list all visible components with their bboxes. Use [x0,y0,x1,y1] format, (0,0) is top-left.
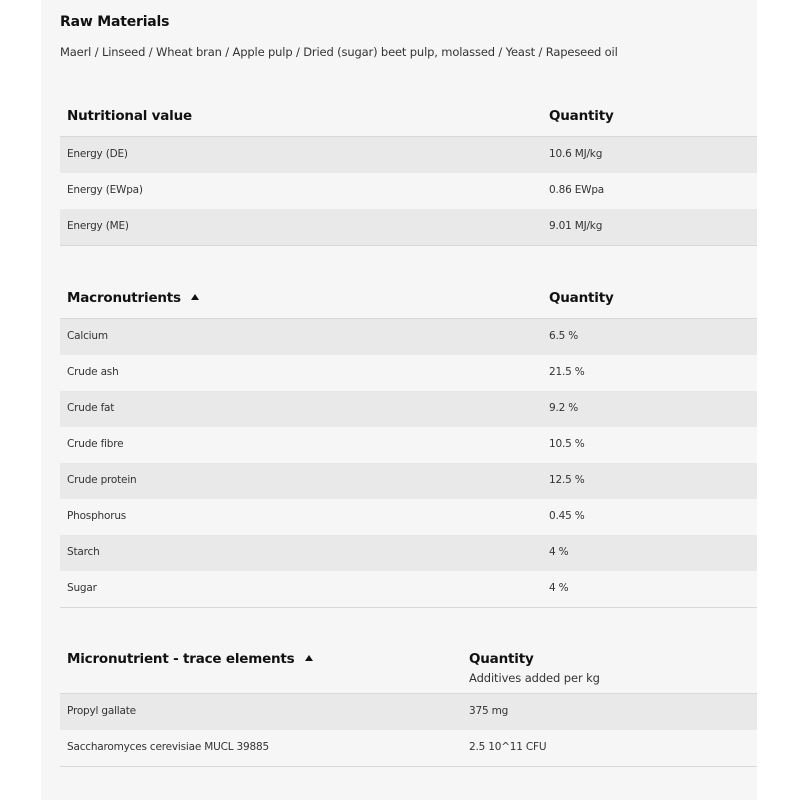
table-row [60,355,757,391]
table-row [60,535,757,571]
column-header-quantity: Quantity [469,651,534,667]
column-header-name[interactable]: Micronutrient - trace elements [67,651,313,667]
row-name: Energy (ME) [67,220,129,232]
table-row [60,137,757,173]
row-quantity: 9.2 % [549,402,579,414]
row-name: Energy (EWpa) [67,184,143,196]
row-name: Sugar [67,582,97,594]
row-name: Energy (DE) [67,148,128,160]
nutritional-value-table [60,94,757,246]
raw-materials-title: Raw Materials [60,14,170,30]
row-quantity: 0.86 EWpa [549,184,605,196]
table-row [60,209,757,245]
table-header [60,276,757,319]
row-quantity: 21.5 % [549,366,585,378]
macronutrients-table [60,276,757,608]
micronutrients-table [60,637,757,767]
row-quantity: 4 % [549,582,569,594]
raw-materials-list: Maerl / Linseed / Wheat bran / Apple pulp / Dried (sugar) beet pulp, molassed / Yeast / Rapeseed oil [60,45,618,59]
table-row [60,571,757,607]
table-row [60,463,757,499]
row-quantity: 4 % [549,546,569,558]
row-quantity: 375 mg [469,705,509,717]
row-quantity: 12.5 % [549,474,585,486]
table-row [60,427,757,463]
triangle-up-icon[interactable] [305,655,313,661]
row-quantity: 10.5 % [549,438,585,450]
row-name: Calcium [67,330,108,342]
row-quantity: 2.5 10^11 CFU [469,741,547,753]
row-name: Crude ash [67,366,119,378]
row-quantity: 0.45 % [549,510,585,522]
table-row [60,694,757,730]
table-row [60,730,757,766]
table-body [60,319,757,608]
row-quantity: 9.01 MJ/kg [549,220,603,232]
table-body [60,694,757,767]
table-header [60,94,757,137]
column-header-quantity: Quantity [549,108,614,124]
table-row [60,319,757,355]
column-header-name[interactable]: Macronutrients [67,290,199,306]
row-name: Propyl gallate [67,705,136,717]
table-row [60,499,757,535]
row-name: Starch [67,546,100,558]
row-name: Crude fat [67,402,115,414]
row-name: Crude protein [67,474,137,486]
column-header-name: Nutritional value [67,108,192,124]
column-subheader-quantity: Additives added per kg [469,671,600,685]
row-name: Crude fibre [67,438,124,450]
table-row [60,173,757,209]
row-name: Saccharomyces cerevisiae MUCL 39885 [67,741,269,753]
table-row [60,391,757,427]
row-quantity: 10.6 MJ/kg [549,148,603,160]
column-header-quantity: Quantity [549,290,614,306]
table-body [60,137,757,246]
row-quantity: 6.5 % [549,330,579,342]
table-header [60,637,757,694]
triangle-up-icon[interactable] [191,294,199,300]
row-name: Phosphorus [67,510,127,522]
